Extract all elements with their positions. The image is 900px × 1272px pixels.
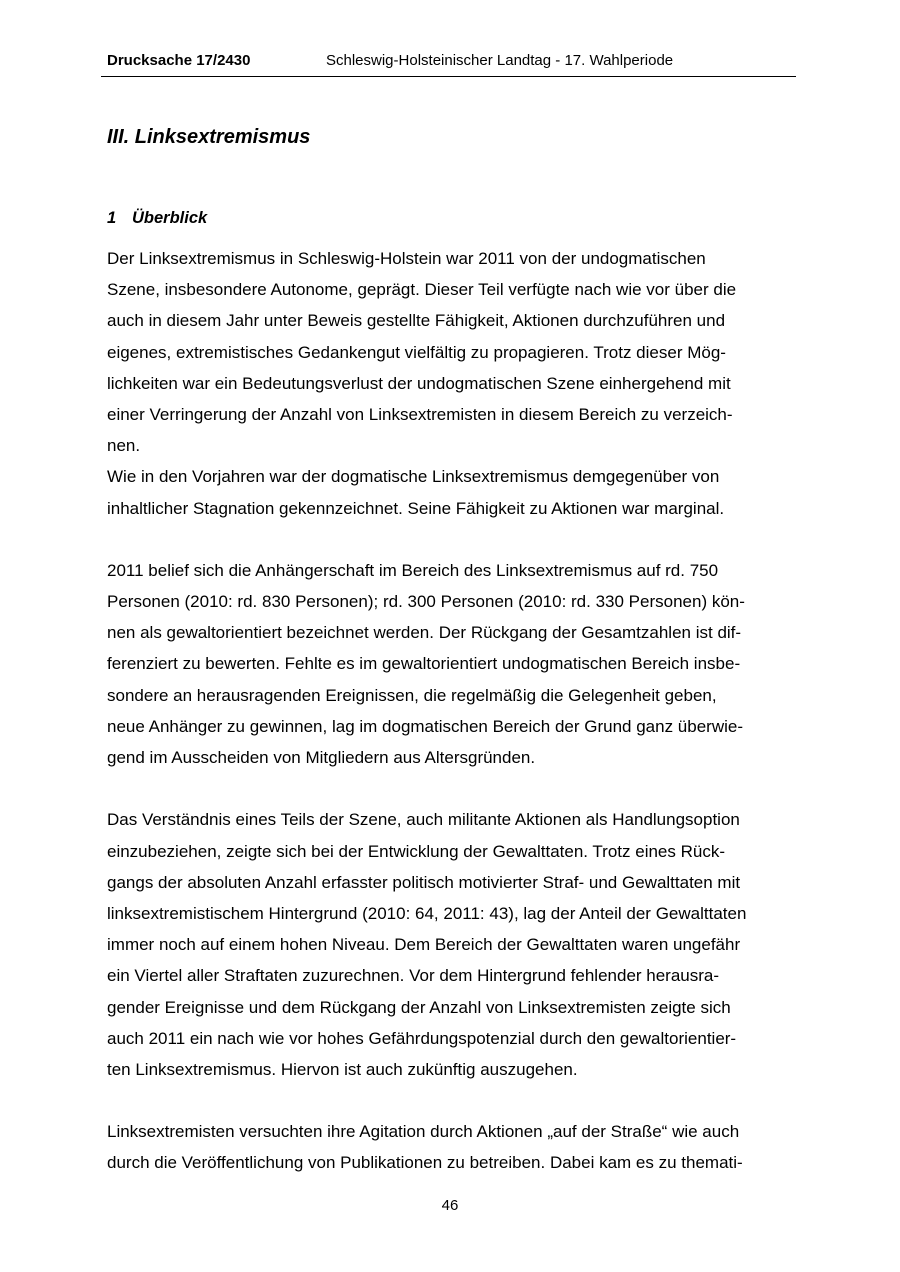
paragraph-gap <box>107 1085 807 1116</box>
text-line: sondere an herausragenden Ereignissen, die regelmäßig die Gelegenheit geben, <box>107 685 717 705</box>
body-text <box>107 243 807 1179</box>
chapter-title: III. Linksextremismus <box>107 126 311 148</box>
text-line: ferenziert zu bewerten. Fehlte es im gewaltorientiert undogmatischen Bereich insbe- <box>107 654 741 674</box>
text-line: gender Ereignisse und dem Rückgang der Anzahl von Linksextremisten zeigte sich <box>107 997 731 1017</box>
text-line: 2011 belief sich die Anhängerschaft im Bereich des Linksextremismus auf rd. 750 <box>107 560 719 580</box>
page-header <box>101 52 796 77</box>
parliament-period: Schleswig-Holsteinischer Landtag - 17. Wahlperiode <box>326 52 674 69</box>
text-line: Das Verständnis eines Teils der Szene, auch militante Aktionen als Handlungsoption <box>107 810 740 830</box>
text-line: gend im Ausscheiden von Mitgliedern aus Altersgründen. <box>107 748 536 767</box>
section-title: Überblick <box>132 209 208 227</box>
text-line: auch 2011 ein nach wie vor hohes Gefährdungspotenzial durch den gewaltorientier- <box>107 1028 737 1048</box>
text-line: Linksextremisten versuchten ihre Agitation durch Aktionen „auf der Straße“ wie auch <box>107 1122 740 1142</box>
text-line: durch die Veröffentlichung von Publikationen zu betreiben. Dabei kam es zu themati- <box>107 1153 743 1173</box>
text-line: auch in diesem Jahr unter Beweis gestellte Fähigkeit, Aktionen durchzuführen und <box>107 311 726 331</box>
paragraph-1 <box>107 243 807 524</box>
section-number: 1 <box>107 209 117 227</box>
text-line: einer Verringerung der Anzahl von Linksextremisten in diesem Bereich zu verzeich- <box>107 404 733 424</box>
text-line: gangs der absoluten Anzahl erfasster politisch motivierter Straf- und Gewalttaten mit <box>107 872 741 892</box>
paragraph-gap <box>107 524 807 555</box>
text-line: eigenes, extremistisches Gedankengut vielfältig zu propagieren. Trotz dieser Mög- <box>107 342 726 362</box>
text-line: linksextremistischem Hintergrund (2010: 64, 2011: 43), lag der Anteil der Gewalttaten <box>107 903 747 923</box>
paragraph-2 <box>107 555 807 773</box>
text-line: ten Linksextremismus. Hiervon ist auch zukünftig auszugehen. <box>107 1059 578 1079</box>
text-line: nen. <box>107 436 141 456</box>
text-line: nen als gewaltorientiert bezeichnet werden. Der Rückgang der Gesamtzahlen ist dif- <box>107 623 742 643</box>
text-line: Wie in den Vorjahren war der dogmatische Linksextremismus demgegenüber von <box>107 467 720 487</box>
text-line: Der Linksextremismus in Schleswig-Holstein war 2011 von der undogmatischen <box>107 249 706 268</box>
text-line: lichkeiten war ein Bedeutungsverlust der undogmatischen Szene einhergehend mit <box>107 373 731 393</box>
paragraph-gap <box>107 773 807 804</box>
page-number: 46 <box>441 1197 459 1214</box>
text-line: ein Viertel aller Straftaten zuzurechnen. Vor dem Hintergrund fehlender herausra- <box>107 966 720 986</box>
section-heading <box>107 209 207 228</box>
text-line: einzubeziehen, zeigte sich bei der Entwicklung der Gewalttaten. Trotz eines Rück- <box>107 841 725 861</box>
document-number: Drucksache 17/2430 <box>107 52 251 69</box>
paragraph-3 <box>107 804 807 1085</box>
text-line: inhaltlicher Stagnation gekennzeichnet. Seine Fähigkeit zu Aktionen war marginal. <box>107 498 725 518</box>
text-line: Personen (2010: rd. 830 Personen); rd. 300 Personen (2010: rd. 330 Personen) kön- <box>107 592 745 612</box>
paragraph-4 <box>107 1116 807 1178</box>
text-line: Szene, insbesondere Autonome, geprägt. Dieser Teil verfügte nach wie vor über die <box>107 280 737 300</box>
text-line: immer noch auf einem hohen Niveau. Dem Bereich der Gewalttaten waren ungefähr <box>107 935 741 955</box>
text-line: neue Anhänger zu gewinnen, lag im dogmatischen Bereich der Grund ganz überwie- <box>107 716 744 736</box>
